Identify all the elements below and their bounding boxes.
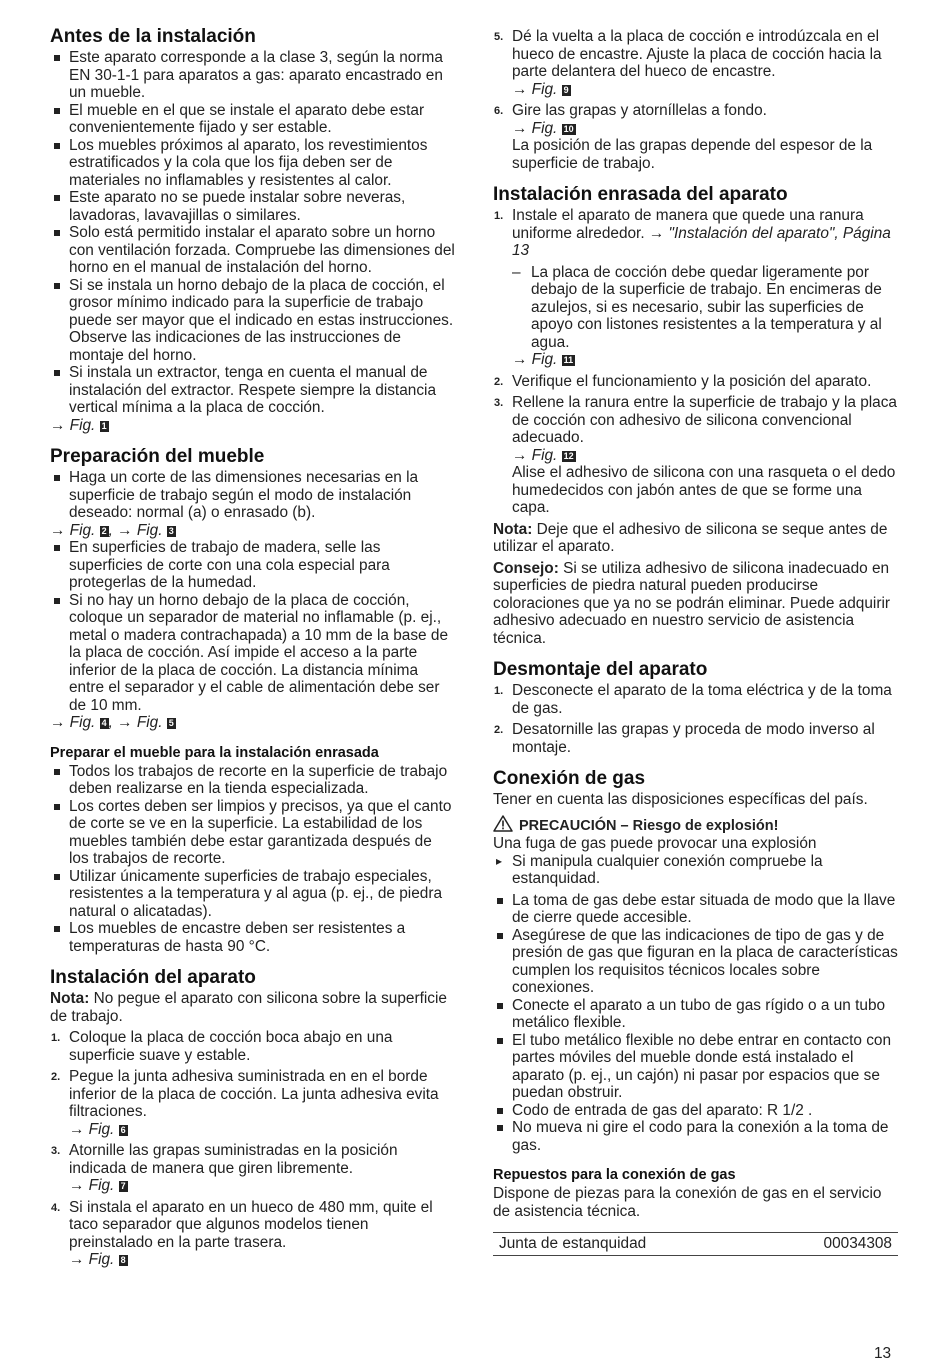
parts-table: [493, 1232, 898, 1256]
heading-instalacion-aparato: Instalación del aparato: [50, 967, 256, 988]
figure-reference: → Fig. 2 , → Fig. 3: [50, 521, 174, 539]
left-column: [50, 26, 455, 1281]
figure-reference: → Fig. 1: [50, 416, 107, 434]
list-item: Utilizar únicamente superficies de trabajo especiales, resistentes a la temperatura y al agua (p. ej., de piedra natural o alicatadas).: [50, 868, 455, 921]
tip: Consejo: Si se utiliza adhesivo de silicona inadecuado en superficies de piedra natural pueden producirse coloraciones que ya no se podrán eliminar. Puede adquirir adhesivo adecuado en nuestro servicio de asistencia técnica.: [493, 559, 890, 647]
figure-number-badge: 12: [563, 450, 574, 461]
figure-number-badge: 2: [101, 525, 107, 536]
page-number: 13: [874, 1345, 892, 1362]
note: Nota: Deje que el adhesivo de silicona se seque antes de utilizar el aparato.: [493, 520, 888, 555]
section-preparar-enrasada: [50, 744, 455, 956]
heading-antes-instalacion: Antes de la instalación: [50, 26, 256, 47]
step-item: 2. Desatornille las grapas y proceda de modo inverso al montaje.: [494, 721, 875, 756]
list-item: Si no hay un horno debajo de la placa de cocción, coloque un separador de material no inflamable (p. ej., metal o madera contrachapada) a 10 mm de la base de la placa de cocción. Así impide el acceso a la parte inferior de la placa de cocción. La distancia mínima entre el separador y el cable de alimentación debe ser de 10 mm.: [50, 592, 455, 715]
section-preparacion-mueble: [50, 446, 455, 732]
list-item: Todos los trabajos de recorte en la superficie de trabajo deben realizarse en la tienda especializada.: [50, 763, 455, 798]
action-item: ▸ Si manipula cualquier conexión compruebe la estanquidad.: [493, 853, 898, 888]
step-item: 6. Gire las grapas y atorníllelas a fondo. → Fig. 10 La posición de las grapas depende del espesor de la superficie de trabajo.: [493, 102, 898, 172]
figure-number-badge: 6: [120, 1124, 126, 1135]
list-item: La toma de gas debe estar situada de modo que la llave de cierre quede accesible.: [493, 892, 898, 927]
step-number: 1.: [494, 210, 504, 222]
list-item: Codo de entrada de gas del aparato: R 1/2 .: [493, 1102, 898, 1120]
list-item: Este aparato no se puede instalar sobre neveras, lavadoras, lavavajillas o similares.: [50, 189, 455, 224]
section-repuestos: [493, 1166, 898, 1256]
step-number: 4.: [51, 1201, 61, 1214]
sub-item: – La placa de cocción debe quedar ligeramente por debajo de la superficie de trabajo. En encimeras de azulejos, si es necesario, subir las superficies de apoyo con listones resistentes a la temperatura y al agua.: [493, 264, 898, 352]
figure-number-badge: 7: [120, 1181, 126, 1191]
heading-conexion-gas: Conexión de gas: [493, 768, 646, 789]
figure-number-badge: 11: [563, 355, 574, 365]
part-code-cell: 00034308: [762, 1233, 898, 1256]
part-name-cell: Junta de estanquidad: [493, 1233, 762, 1256]
list-item: Solo está permitido instalar el aparato sobre un horno con ventilación forzada. Compruebe las dimensiones del horno en el manual de instalación del horno.: [50, 224, 455, 277]
note: Nota: No pegue el aparato con silicona sobre la superficie de trabajo.: [50, 990, 447, 1025]
list-item: Conecte el aparato a un tubo de gas rígido o a un tubo metálico flexible.: [493, 997, 898, 1032]
figure-reference: → Fig. 6: [69, 1120, 126, 1138]
figure-number-badge: 8: [120, 1255, 126, 1265]
step-item: 1. Instale el aparato de manera que quede una ranura uniforme alrededor. → "Instalación del aparato", Página 13: [494, 207, 891, 259]
figure-reference: → Fig. 8: [69, 1251, 126, 1268]
step-number: 5.: [494, 31, 504, 43]
figure-number-badge: 1: [101, 420, 107, 431]
figure-number-badge: 10: [563, 123, 574, 134]
heading-preparacion-mueble: Preparación del mueble: [50, 446, 265, 467]
list-item: Asegúrese de que las indicaciones de tipo de gas y de presión de gas que figuran en la placa de características cumplen los requisitos técnicos locales sobre conexiones.: [493, 927, 898, 997]
figure-reference: → Fig. 10: [512, 119, 574, 137]
list-item: El tubo metálico flexible no debe entrar en contacto con partes móviles del mueble donde está instalado el aparato (p. ej., un cajón) ni pasar por espacios que se puedan obstruir.: [493, 1032, 898, 1102]
repuestos-text: Dispone de piezas para la conexión de gas en el servicio de asistencia técnica.: [493, 1185, 882, 1220]
step-number: 3.: [494, 397, 504, 409]
list-item: Los cortes deben ser limpios y precisos, ya que el canto de corte se ve en la superficie. La estabilidad de los muebles también debe estar garantizada después de los trabajos de recorte.: [50, 798, 455, 868]
warning-text: Una fuga de gas puede provocar una explosión: [493, 835, 817, 852]
warning-triangle-icon: [493, 815, 513, 832]
heading-desmontaje: Desmontaje del aparato: [493, 659, 708, 680]
step-item: 2. Pegue la junta adhesiva suministrada en en el borde inferior de la placa de cocción. La junta adhesiva evita filtraciones. → Fig. 6: [50, 1068, 455, 1138]
step-item: 1. Coloque la placa de cocción boca abajo en una superficie suave y estable.: [51, 1029, 393, 1064]
heading-instalacion-enrasada: Instalación enrasada del aparato: [493, 184, 788, 205]
section-conexion-gas: [493, 768, 898, 1154]
list-item: Los muebles próximos al aparato, los revestimientos estratificados y la cola que los fija deben ser de materiales no inflamables y resistentes al calor.: [50, 137, 455, 190]
step-item: 2. Verifique el funcionamiento y la posición del aparato.: [494, 372, 872, 390]
section-instalacion-continuacion: [493, 28, 898, 172]
figure-reference: → Fig. 7: [69, 1177, 126, 1194]
step-item: 1. Desconecte el aparato de la toma eléctrica y de la toma de gas.: [494, 682, 892, 717]
list-item: No mueva ni gire el codo para la conexión a la toma de gas.: [493, 1119, 898, 1154]
step-number: 3.: [51, 1145, 61, 1157]
figure-number-badge: 3: [168, 525, 174, 536]
warning-heading: PRECAUCIÓN – Riesgo de explosión!: [493, 815, 898, 836]
section-desmontaje: [493, 659, 898, 756]
list-item: Los muebles de encastre deben ser resistentes a temperaturas de hasta 90 °C.: [50, 920, 455, 955]
figure-reference: → Fig. 11: [512, 351, 574, 368]
figure-number-badge: 9: [563, 84, 569, 95]
step-number: 6.: [494, 105, 504, 117]
step-item: 3. Atornille las grapas suministradas en la posición indicada de manera que giren libremente. → Fig. 7: [50, 1142, 455, 1195]
figure-number-badge: 5: [168, 718, 174, 728]
subheading-preparar-enrasada: Preparar el mueble para la instalación enrasada: [50, 744, 379, 761]
subheading-repuestos: Repuestos para la conexión de gas: [493, 1167, 736, 1183]
step-note: La posición de las grapas depende del espesor de la superficie de trabajo.: [512, 137, 873, 172]
cross-reference: → "Instalación del aparato", Página 13: [512, 224, 891, 259]
list-item: Este aparato corresponde a la clase 3, según la norma EN 30-1-1 para aparatos a gas: aparato encastrado en un mueble.: [50, 49, 455, 102]
step-number: 2.: [494, 724, 504, 736]
step-item: 5. Dé la vuelta a la placa de cocción e introdúzcala en el hueco de encastre. Ajuste la placa de cocción hacia la parte delantera del hueco de encastre. → Fig. 9: [493, 28, 898, 98]
section-antes-instalacion: [50, 26, 455, 434]
step-number: 1.: [494, 685, 504, 697]
figure-reference: → Fig. 4 , → Fig. 5: [50, 714, 174, 731]
list-item: En superficies de trabajo de madera, selle las superficies de corte con una cola especial para protegerlas de la humedad.: [50, 539, 455, 592]
list-item: Si se instala un horno debajo de la placa de cocción, el grosor mínimo indicado para la superficie de trabajo puede ser mayor que el indicado en estas instrucciones. Observe las indicaciones de las instrucciones de montaje del horno.: [50, 277, 455, 365]
intro-text: Tener en cuenta las disposiciones específicas del país.: [493, 791, 868, 808]
figure-reference: → Fig. 9: [512, 80, 569, 98]
step-note: Alise el adhesivo de silicona con una rasqueta o el dedo humedecidos con jabón antes de que se forme una capa.: [512, 464, 896, 516]
section-instalacion-enrasada: [493, 184, 898, 647]
figure-reference: → Fig. 12: [512, 446, 574, 464]
section-instalacion-aparato: [50, 967, 455, 1269]
list-item: Haga un corte de las dimensiones necesarias en la superficie de trabajo según el modo de instalación deseado: normal (a) o enrasado (b).: [50, 469, 455, 522]
right-column: [493, 28, 898, 1256]
list-item: El mueble en el que se instale el aparato debe estar convenientemente fijado y ser estable.: [50, 102, 455, 137]
step-number: 2.: [494, 375, 504, 388]
step-number: 2.: [51, 1071, 61, 1083]
figure-number-badge: 4: [101, 718, 107, 728]
step-item: 4. Si instala el aparato en un hueco de 480 mm, quite el taco separador que algunos modelos tienen preinstalado en la parte trasera. → Fig. 8: [50, 1199, 455, 1269]
step-number: 1.: [51, 1032, 61, 1044]
list-item: Si instala un extractor, tenga en cuenta el manual de instalación del extractor. Respete siempre la distancia vertical mínima a la placa de cocción.: [50, 364, 455, 417]
table-row: [493, 1233, 898, 1256]
step-item: 3. Rellene la ranura entre la superficie de trabajo y la placa de cocción con adhesivo de silicona convencional adecuado. → Fig. 12 Alise el adhesivo de silicona con una rasqueta o el dedo humedecidos con jabón antes de que se forme una capa.: [494, 394, 897, 516]
